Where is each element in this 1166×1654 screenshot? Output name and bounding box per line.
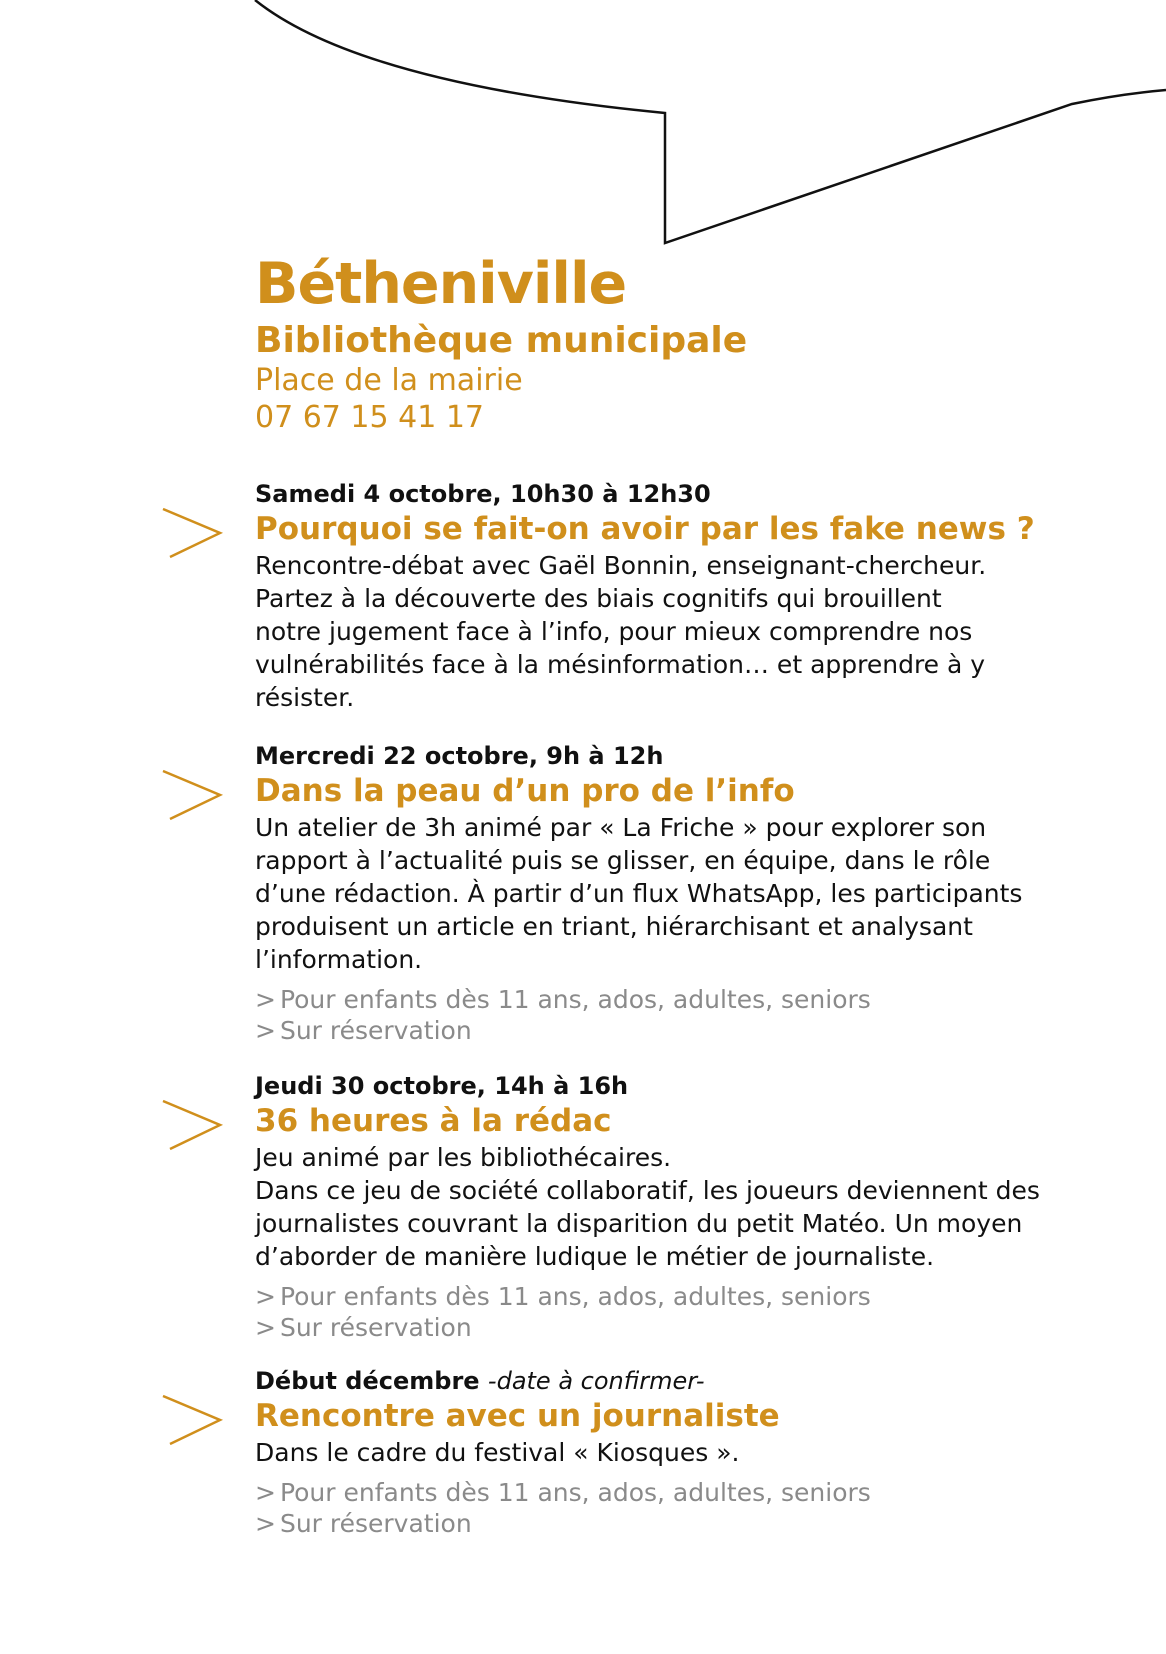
audience-tag: > Pour enfants dès 11 ans, ados, adultes, seniors bbox=[255, 985, 871, 1014]
venue-header bbox=[255, 250, 1135, 436]
tag-marker-icon: > bbox=[255, 985, 276, 1014]
description-line: Dans ce jeu de société collaboratif, les joueurs deviennent des bbox=[255, 1176, 1040, 1205]
description-line: l’information. bbox=[255, 945, 423, 974]
event-tags bbox=[255, 984, 1135, 1046]
tag-marker-icon: > bbox=[255, 1313, 276, 1342]
tag-marker-icon: > bbox=[255, 1282, 276, 1311]
description-line: rapport à l’actualité puis se glisser, en équipe, dans le rôle bbox=[255, 846, 991, 875]
event-description bbox=[255, 1141, 1135, 1273]
event-description bbox=[255, 1436, 1135, 1469]
description-line: notre jugement face à l’info, pour mieux comprendre nos bbox=[255, 617, 973, 646]
description-line: produisent un article en triant, hiérarchisant et analysant bbox=[255, 912, 973, 941]
description-line: résister. bbox=[255, 683, 355, 712]
event-date: Samedi 4 octobre, 10h30 à 12h30 bbox=[255, 480, 711, 508]
speech-bubble-outline bbox=[0, 0, 1166, 260]
description-line: Un atelier de 3h animé par « La Friche » pour explorer son bbox=[255, 813, 987, 842]
chevron-right-icon bbox=[160, 1394, 226, 1446]
description-line: d’aborder de manière ludique le métier de journaliste. bbox=[255, 1242, 935, 1271]
event-tags bbox=[255, 1477, 1135, 1539]
event-item bbox=[255, 1366, 1135, 1539]
description-line: Jeu animé par les bibliothécaires. bbox=[255, 1143, 672, 1172]
event-item bbox=[255, 741, 1135, 1046]
town-name: Bétheniville bbox=[255, 251, 627, 317]
event-item bbox=[255, 479, 1135, 714]
event-description bbox=[255, 811, 1135, 976]
venue-address: Place de la mairie bbox=[255, 363, 523, 398]
audience-tag: > Pour enfants dès 11 ans, ados, adultes, seniors bbox=[255, 1478, 871, 1507]
event-title: Pourquoi se fait-on avoir par les fake news ? bbox=[255, 511, 1035, 547]
event-title: Dans la peau d’un pro de l’info bbox=[255, 773, 795, 809]
event-description bbox=[255, 549, 1135, 714]
tag-marker-icon: > bbox=[255, 1016, 276, 1045]
event-item bbox=[255, 1071, 1135, 1343]
event-title: 36 heures à la rédac bbox=[255, 1103, 612, 1139]
description-line: Rencontre-débat avec Gaël Bonnin, enseignant-chercheur. bbox=[255, 551, 987, 580]
tag-marker-icon: > bbox=[255, 1509, 276, 1538]
chevron-right-icon bbox=[160, 1099, 226, 1151]
reservation-tag: > Sur réservation bbox=[255, 1313, 472, 1342]
event-date: Jeudi 30 octobre, 14h à 16h bbox=[255, 1072, 629, 1100]
tag-marker-icon: > bbox=[255, 1478, 276, 1507]
description-line: vulnérabilités face à la mésinformation… et apprendre à y bbox=[255, 650, 986, 679]
chevron-right-icon bbox=[160, 507, 226, 559]
chevron-right-icon bbox=[160, 769, 226, 821]
reservation-tag: > Sur réservation bbox=[255, 1016, 472, 1045]
event-date: Début décembre -date à confirmer- bbox=[255, 1367, 705, 1395]
description-line: Partez à la découverte des biais cognitifs qui brouillent bbox=[255, 584, 942, 613]
description-line: Dans le cadre du festival « Kiosques ». bbox=[255, 1438, 740, 1467]
venue-name: Bibliothèque municipale bbox=[255, 320, 748, 361]
event-tags bbox=[255, 1281, 1135, 1343]
event-date-note: -date à confirmer- bbox=[487, 1367, 705, 1395]
event-date: Mercredi 22 octobre, 9h à 12h bbox=[255, 742, 664, 770]
reservation-tag: > Sur réservation bbox=[255, 1509, 472, 1538]
description-line: journalistes couvrant la disparition du petit Matéo. Un moyen bbox=[255, 1209, 1023, 1238]
description-line: d’une rédaction. À partir d’un flux WhatsApp, les participants bbox=[255, 879, 1023, 908]
venue-phone[interactable]: 07 67 15 41 17 bbox=[255, 400, 485, 435]
audience-tag: > Pour enfants dès 11 ans, ados, adultes, seniors bbox=[255, 1282, 871, 1311]
event-title: Rencontre avec un journaliste bbox=[255, 1398, 780, 1434]
